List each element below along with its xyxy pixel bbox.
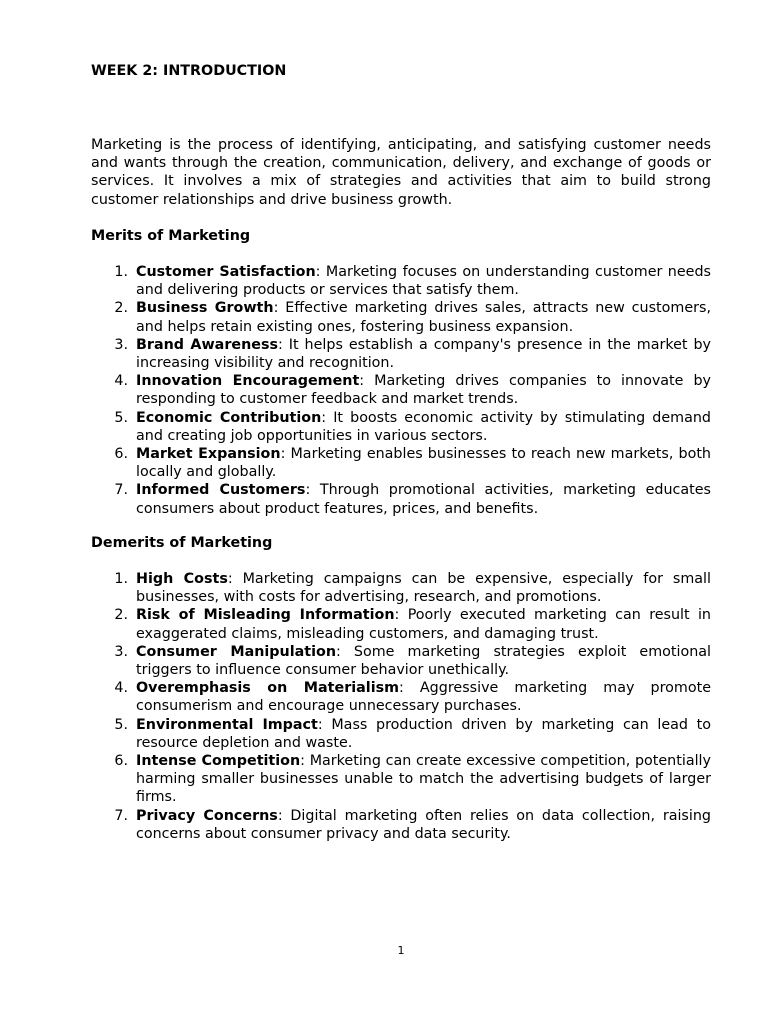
demerit-term: Environmental Impact [136, 716, 318, 733]
list-number: 7. [114, 482, 128, 499]
demerit-item-6 [91, 752, 711, 807]
merit-item-7 [91, 481, 711, 517]
merit-text: : It boosts economic activity by stimulating demand and creating job opportunities in various sectors. [136, 409, 711, 444]
demerit-item-5 [91, 716, 711, 752]
demerits-heading: Demerits of Marketing [91, 535, 273, 551]
merit-text: : Marketing focuses on understanding customer needs and delivering products or services that satisfy them. [136, 264, 711, 299]
list-number: 4. [114, 680, 128, 697]
merit-term: Market Expansion [136, 446, 281, 463]
merit-item-6 [91, 445, 711, 481]
list-number: 2. [114, 300, 128, 317]
list-number: 1. [114, 571, 128, 587]
merit-item-2 [91, 299, 711, 335]
list-number: 5. [114, 409, 128, 426]
demerit-text: : Some marketing strategies exploit emotional triggers to influence consumer behavior unethically. [136, 643, 711, 679]
demerit-item-4 [91, 679, 711, 715]
demerit-item-1 [91, 570, 711, 606]
list-number: 5. [114, 716, 128, 733]
merit-text: : It helps establish a company's presence in the market by increasing visibility and recognition. [136, 336, 712, 372]
list-number: 6. [114, 753, 128, 770]
merit-term: Brand Awareness [136, 336, 278, 353]
merit-term: Innovation Encouragement [136, 373, 360, 390]
merit-item-3 [91, 336, 711, 372]
demerit-text: : Mass production driven by marketing can lead to resource depletion and waste. [136, 716, 711, 751]
merit-item-5 [91, 409, 711, 445]
merit-item-1 [91, 263, 711, 299]
demerits-list [91, 570, 711, 843]
demerit-text: : Aggressive marketing may promote consumerism and encourage unnecessary purchases. [136, 680, 711, 715]
list-number: 6. [114, 446, 128, 463]
merit-text: : Marketing enables businesses to reach new markets, both locally and globally. [136, 446, 711, 481]
demerit-text: : Marketing campaigns can be expensive, especially for small businesses, with costs for advertising, research, and promotions. [136, 571, 711, 606]
merit-item-4 [91, 372, 711, 408]
merit-text: : Through promotional activities, marketing educates consumers about product features, prices, and benefits. [136, 482, 711, 517]
merit-term: Economic Contribution [136, 409, 322, 426]
demerit-item-7 [91, 807, 711, 843]
list-number: 3. [114, 336, 128, 353]
intro-paragraph: Marketing is the process of identifying, anticipating, and satisfying customer needs and wants through the creation, communication, delivery, and exchange of goods or services. It involves a mix of strategies and activities that aim to build strong customer relationships and drive business growth. [91, 137, 711, 208]
demerit-item-3 [91, 643, 711, 679]
demerit-item-2 [91, 606, 711, 642]
merit-text: : Effective marketing drives sales, attracts new customers, and helps retain existing ones, fostering business expansion. [136, 300, 712, 335]
demerit-text: : Marketing can create excessive competition, potentially harming smaller businesses unable to match the advertising budgets of larger firms. [136, 753, 711, 806]
demerit-text: : Poorly executed marketing can result in exaggerated claims, misleading customers, and damaging trust. [136, 607, 711, 642]
demerit-term: Intense Competition [136, 753, 301, 770]
demerit-term: Overemphasis on Materialism [136, 680, 400, 697]
demerit-term: Privacy Concerns [136, 807, 278, 824]
merits-list [91, 263, 711, 518]
merit-text: : Marketing drives companies to innovate by responding to customer feedback and market trends. [136, 373, 711, 408]
demerit-term: Risk of Misleading Information [136, 607, 395, 624]
merits-heading: Merits of Marketing [91, 228, 251, 244]
demerit-term: Consumer Manipulation [136, 643, 336, 660]
demerit-term: High Costs [136, 571, 228, 587]
page-number: 1 [397, 944, 405, 957]
list-number: 3. [114, 643, 128, 660]
demerit-text: : Digital marketing often relies on data collection, raising concerns about consumer privacy and data security. [136, 807, 711, 842]
merit-term: Customer Satisfaction [136, 264, 316, 280]
merit-term: Business Growth [136, 300, 274, 317]
list-number: 2. [114, 607, 128, 624]
document-page [91, 0, 711, 1024]
list-number: 1. [114, 264, 128, 280]
list-number: 4. [114, 373, 128, 390]
list-number: 7. [114, 807, 128, 824]
page-title: WEEK 2: INTRODUCTION [91, 63, 287, 79]
merit-term: Informed Customers [136, 482, 306, 499]
